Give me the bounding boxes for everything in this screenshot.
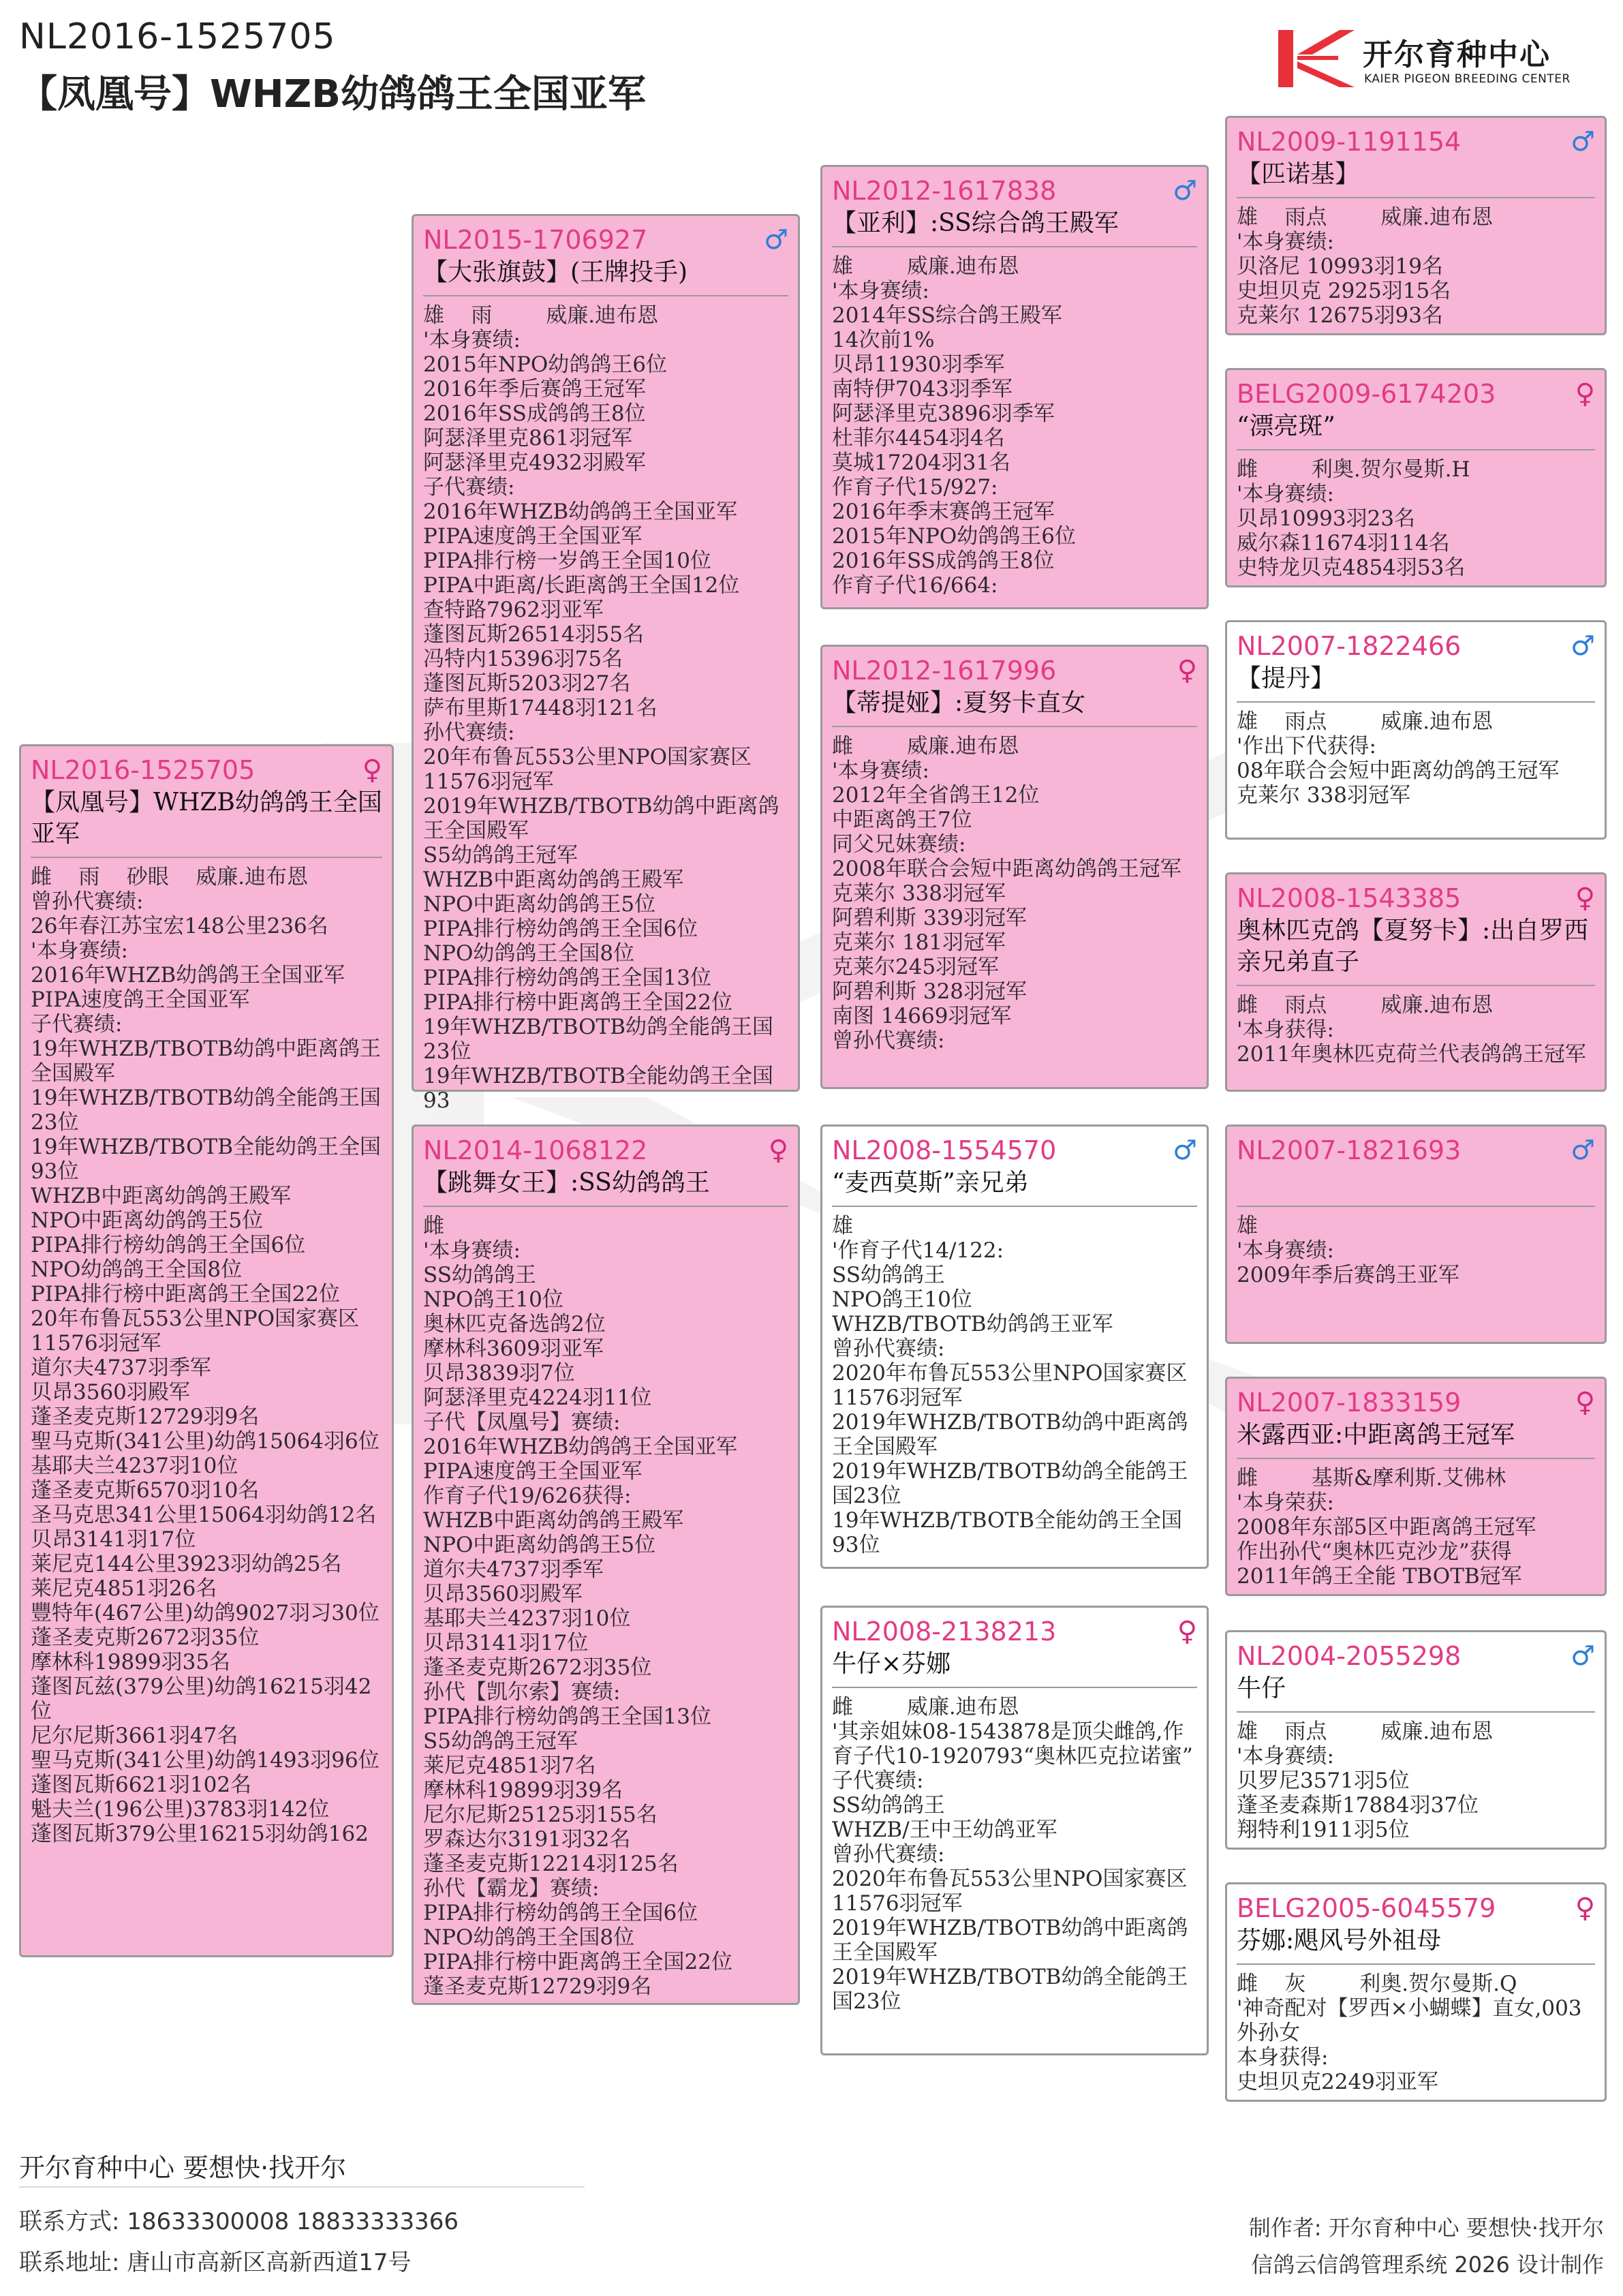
female-icon: ♀	[1575, 1893, 1595, 1924]
footer-divider	[19, 2186, 585, 2188]
pigeon-name: 【蒂提娅】:夏努卡直女	[832, 688, 1197, 727]
male-icon: ♂	[764, 224, 788, 256]
pigeon-record: 雄 雨 威廉.迪布恩 '本身赛绩: 2015年NPO幼鸽鸽王6位 2016年季后赛鸽王冠军 2016年SS成鸽鸽王8位 阿瑟泽里克861羽冠军 阿瑟泽里克4932羽殿军 子代赛绩: 2016年WHZB幼鸽鸽王全国亚军 PIPA速度鸽王全国亚军 PIPA排行榜一岁鸽王全国10位 PIPA中距离/长距离鸽王全国12位 查特路7962羽亚军 蓬图瓦斯26514羽55名 冯特内15396羽75名 蓬图瓦斯5203羽27名 萨布里斯17448羽121名 孙代赛绩: 20年布鲁瓦553公里NPO国家赛区11576羽冠军 2019年WHZB/TBOTB幼鸽中距离鸽王全国殿军 S5幼鸽鸽王冠军 WHZB中距离幼鸽鸽王殿军 NPO中距离幼鸽鸽王5位 PIPA排行榜幼鸽鸽王全国6位 NPO幼鸽鸽王全国8位 PIPA排行榜幼鸽鸽王全国13位 PIPA排行榜中距离鸽王全国22位 19年WHZB/TBOTB幼鸽全能鸽王国23位 19年WHZB/TBOTB全能幼鸽王全国93	[423, 303, 779, 1113]
female-icon: ♀	[768, 1135, 788, 1166]
logo-text-cn: 开尔育种中心	[1363, 37, 1551, 72]
pigeon-name: 牛仔×芬娜	[832, 1649, 1197, 1688]
ring-number: BELG2005-6045579	[1237, 1893, 1496, 1923]
male-icon: ♂	[1571, 126, 1595, 157]
pigeon-name: 奥林匹克鸽【夏努卡】:出自罗西亲兄弟直子	[1237, 915, 1595, 986]
ring-number: NL2015-1706927	[423, 225, 648, 255]
ring-number: NL2009-1191154	[1237, 127, 1462, 157]
pedigree-card-sire-sire[interactable]	[820, 165, 1209, 609]
pedigree-card-sdd[interactable]	[1225, 872, 1607, 1092]
pigeon-name: 【亚利】:SS综合鸽王殿军	[832, 208, 1197, 247]
pigeon-record: 雌 灰 利奥.贺尔曼斯.Q '神奇配对【罗西×小蝴蝶】直女,003外孙女 本身获得: 史坦贝克2249羽亚军	[1237, 1972, 1582, 2094]
pigeon-record: 雄 '本身赛绩: 2009年季后赛鸽王亚军	[1237, 1214, 1459, 1287]
pigeon-name: 【大张旗鼓】(王牌投手)	[423, 257, 788, 296]
pedigree-card-dam[interactable]	[412, 1124, 800, 2005]
pedigree-card-subject[interactable]	[19, 744, 394, 1957]
ring-number: NL2007-1833159	[1237, 1388, 1462, 1418]
male-icon: ♂	[1173, 1135, 1197, 1166]
ring-number: NL2016-1525705	[31, 755, 256, 785]
female-icon: ♀	[1177, 655, 1197, 686]
ring-number: NL2007-1822466	[1237, 631, 1462, 661]
pedigree-card-sire[interactable]	[412, 214, 800, 1113]
pigeon-name: 牛仔	[1237, 1673, 1595, 1713]
pigeon-record: 雄 威廉.迪布恩 '本身赛绩: 2014年SS综合鸽王殿军 14次前1% 贝昂11930羽季军 南特伊7043羽季军 阿瑟泽里克3896羽季军 杜菲尔4454羽4名 莫城17204羽31名 作育子代15/927: 2016年季末赛鸽王冠军 2015年NPO幼鸽鸽王6位 2016年SS成鸽鸽王8位 作育子代16/664:	[832, 254, 1077, 598]
ring-number: NL2004-2055298	[1237, 1641, 1462, 1671]
pigeon-record: 雄 '作育子代14/122: SS幼鸽鸽王 NPO鸽王10位 WHZB/TBOTB幼鸽鸽王亚军 曾孙代赛绩: 2020年布鲁瓦553公里NPO国家赛区11576羽冠军 2019年WHZB/TBOTB幼鸽中距离鸽王全国殿军 2019年WHZB/TBOTB幼鸽全能鸽王国23位 19年WHZB/TBOTB全能幼鸽王全国93位	[832, 1214, 1188, 1557]
ring-number: NL2014-1068122	[423, 1135, 648, 1165]
pedigree-card-dsd[interactable]	[1225, 1377, 1607, 1596]
pigeon-record: 雄 雨点 威廉.迪布恩 '本身赛绩: 贝洛尼 10993羽19名 史坦贝克 2925羽15名 克莱尔 12675羽93名	[1237, 205, 1494, 328]
pigeon-record: 雌 '本身赛绩: SS幼鸽鸽王 NPO鸽王10位 奥林匹克备选鸽2位 摩林科3609羽亚军 贝昂3839羽7位 阿瑟泽里克4224羽11位 子代【凤凰号】赛绩: 2016年WHZB幼鸽鸽王全国亚军 PIPA速度鸽王全国亚军 作育子代19/626获得: WHZB中距离幼鸽鸽王殿军 NPO中距离幼鸽鸽王5位 道尔夫4737羽季军 贝昂3560羽殿军 基耶夫兰4237羽10位 贝昂3141羽17位 蓬圣麦克斯2672羽35位 孙代【凯尔索】赛绩: PIPA排行榜幼鸽鸽王全国13位 S5幼鸽鸽王冠军 莱尼克4851羽7名 摩林科19899羽39名 尼尔尼斯25125羽155名 罗森达尔3191羽32名 蓬圣麦克斯12214羽125名 孙代【霸龙】赛绩: PIPA排行榜幼鸽鸽王全国6位 NPO幼鸽鸽王全国8位 PIPA排行榜中距离鸽王全国22位 蓬圣麦克斯12729羽9名	[423, 1214, 738, 1999]
brand-logo	[1274, 25, 1601, 93]
pigeon-record: 雌 利奥.贺尔曼斯.H '本身赛绩: 贝昂10993羽23名 威尔森11674羽114名 史特龙贝克4854羽53名	[1237, 457, 1470, 580]
pigeon-name: 【跳舞女王】:SS幼鸽鸽王	[423, 1167, 788, 1207]
ring-number: NL2008-1543385	[1237, 883, 1462, 913]
male-icon: ♂	[1571, 630, 1595, 662]
footer-brand: 开尔育种中心 要想快·找开尔	[19, 2153, 347, 2183]
female-icon: ♀	[1575, 883, 1595, 914]
pigeon-name	[1237, 1167, 1595, 1207]
footer-contact: 联系方式: 18633300008 18833333366	[19, 2208, 459, 2235]
pigeon-name: 【匹诺基】	[1237, 159, 1595, 198]
pigeon-record: 雌 基斯&摩利斯.艾佛林 '本身荣获: 2008年东部5区中距离鸽王冠军 作出孙代“奥林匹克沙龙”获得 2011年鸽王全能 TBOTB冠军	[1237, 1466, 1536, 1589]
ring-number: NL2007-1821693	[1237, 1135, 1462, 1165]
pigeon-name: 芬娜:飓风号外祖母	[1237, 1925, 1595, 1965]
logo-icon	[1274, 25, 1356, 93]
pigeon-name: 【凤凰号】WHZB幼鸽鸽王全国亚军	[31, 787, 382, 858]
pigeon-record: 雌 雨 砂眼 威廉.迪布恩 曾孙代赛绩: 26年春江苏宝宏148公里236名 '本身赛绩: 2016年WHZB幼鸽鸽王全国亚军 PIPA速度鸽王全国亚军 子代赛绩: 19年WHZB/TBOTB幼鸽中距离鸽王全国殿军 19年WHZB/TBOTB幼鸽全能鸽王国23位 19年WHZB/TBOTB全能幼鸽王全国93位 WHZB中距离幼鸽鸽王殿军 NPO中距离幼鸽鸽王5位 PIPA排行榜幼鸽鸽王全国6位 NPO幼鸽鸽王全国8位 PIPA排行榜中距离鸽王全国22位 20年布鲁瓦553公里NPO国家赛区11576羽冠军 道尔夫4737羽季军 贝昂3560羽殿军 蓬圣麦克斯12729羽9名 聖马克斯(341公里)幼鸽15064羽6位 基耶夫兰4237羽10位 蓬圣麦克斯6570羽10名 圣马克思341公里15064羽幼鸽12名 贝昂3141羽17位 莱尼克144公里3923羽幼鸽25名 莱尼克4851羽26名 豐特年(467公里)幼鸽9027羽习30位 蓬圣麦克斯2672羽35位 摩林科19899羽35名 蓬图瓦兹(379公里)幼鸽16215羽42位 尼尔尼斯3661羽47名 聖马克斯(341公里)幼鸽1493羽96位 蓬图瓦斯6621羽102名 魁夫兰(196公里)3783羽142位 蓬图瓦斯379公里16215羽幼鸽162	[31, 865, 382, 1846]
ring-number: NL2012-1617996	[832, 656, 1057, 686]
male-icon: ♂	[1173, 175, 1197, 206]
pedigree-card-sds[interactable]	[1225, 620, 1607, 840]
pedigree-card-dss[interactable]	[1225, 1124, 1607, 1344]
pedigree-card-dam-sire[interactable]	[820, 1124, 1209, 1569]
pedigree-card-sss[interactable]	[1225, 116, 1607, 335]
male-icon: ♂	[1571, 1640, 1595, 1672]
pedigree-card-sire-dam[interactable]	[820, 645, 1209, 1089]
pigeon-name: “漂亮斑”	[1237, 411, 1595, 450]
pigeon-name: 米露西亚:中距离鸽王冠军	[1237, 1420, 1595, 1459]
female-icon: ♀	[362, 754, 382, 786]
pigeon-record: 雄 雨点 威廉.迪布恩 '本身赛绩: 贝罗尼3571羽5位 蓬圣麦森斯17884羽37位 翔特利1911羽5位	[1237, 1719, 1494, 1842]
ring-number: NL2008-1554570	[832, 1135, 1057, 1165]
pigeon-name: “麦西莫斯”亲兄弟	[832, 1167, 1197, 1207]
female-icon: ♀	[1177, 1616, 1197, 1647]
pigeon-name: 【提丹】	[1237, 663, 1595, 703]
pedigree-card-ssd[interactable]	[1225, 368, 1607, 587]
footer-address: 联系地址: 唐山市高新区高新西道17号	[19, 2249, 412, 2276]
ring-number: BELG2009-6174203	[1237, 379, 1496, 409]
ring-number: NL2008-2138213	[832, 1617, 1057, 1647]
ring-number: NL2012-1617838	[832, 176, 1057, 206]
pigeon-record: 雌 雨点 威廉.迪布恩 '本身获得: 2011年奥林匹克荷兰代表鸽鸽王冠军	[1237, 993, 1586, 1067]
footer-maker: 制作者: 开尔育种中心 要想快·找开尔	[1248, 2215, 1604, 2241]
male-icon: ♂	[1571, 1135, 1595, 1166]
header-ring-number: NL2016-1525705	[19, 16, 336, 57]
pedigree-card-dam-dam[interactable]	[820, 1606, 1209, 2055]
footer-system: 信鸽云信鸽管理系统 2026 设计制作	[1251, 2252, 1604, 2278]
logo-text-en: KAIER PIGEON BREEDING CENTER	[1364, 72, 1571, 86]
pedigree-card-ddd[interactable]	[1225, 1882, 1607, 2102]
female-icon: ♀	[1575, 378, 1595, 410]
pigeon-record: 雌 威廉.迪布恩 '其亲姐妹08-1543878是顶尖雌鸽,作育子代10-1920793“奥林匹克拉诺蜜” 子代赛绩: SS幼鸽鸽王 WHZB/王中王幼鸽亚军 曾孙代赛绩: 2020年布鲁瓦553公里NPO国家赛区11576羽冠军 2019年WHZB/TBOTB幼鸽中距离鸽王全国殿军 2019年WHZB/TBOTB幼鸽全能鸽王国23位	[832, 1695, 1193, 2014]
pigeon-record: 雌 威廉.迪布恩 '本身赛绩: 2012年全省鸽王12位 中距离鸽王7位 同父兄妹赛绩: 2008年联合会短中距离幼鸽鸽王冠军 克莱尔 338羽冠军 阿碧利斯 339羽冠军 克莱尔 181羽冠军 克莱尔245羽冠军 阿碧利斯 328羽冠军 南图 14669羽冠军 曾孙代赛绩:	[832, 734, 1181, 1053]
female-icon: ♀	[1575, 1387, 1595, 1418]
pedigree-card-dds[interactable]	[1225, 1630, 1607, 1850]
page-title: 【凤凰号】WHZB幼鸽鸽王全国亚军	[19, 72, 646, 117]
pigeon-record: 雄 雨点 威廉.迪布恩 '作出下代获得: 08年联合会短中距离幼鸽鸽王冠军 克莱尔 338羽冠军	[1237, 709, 1560, 808]
